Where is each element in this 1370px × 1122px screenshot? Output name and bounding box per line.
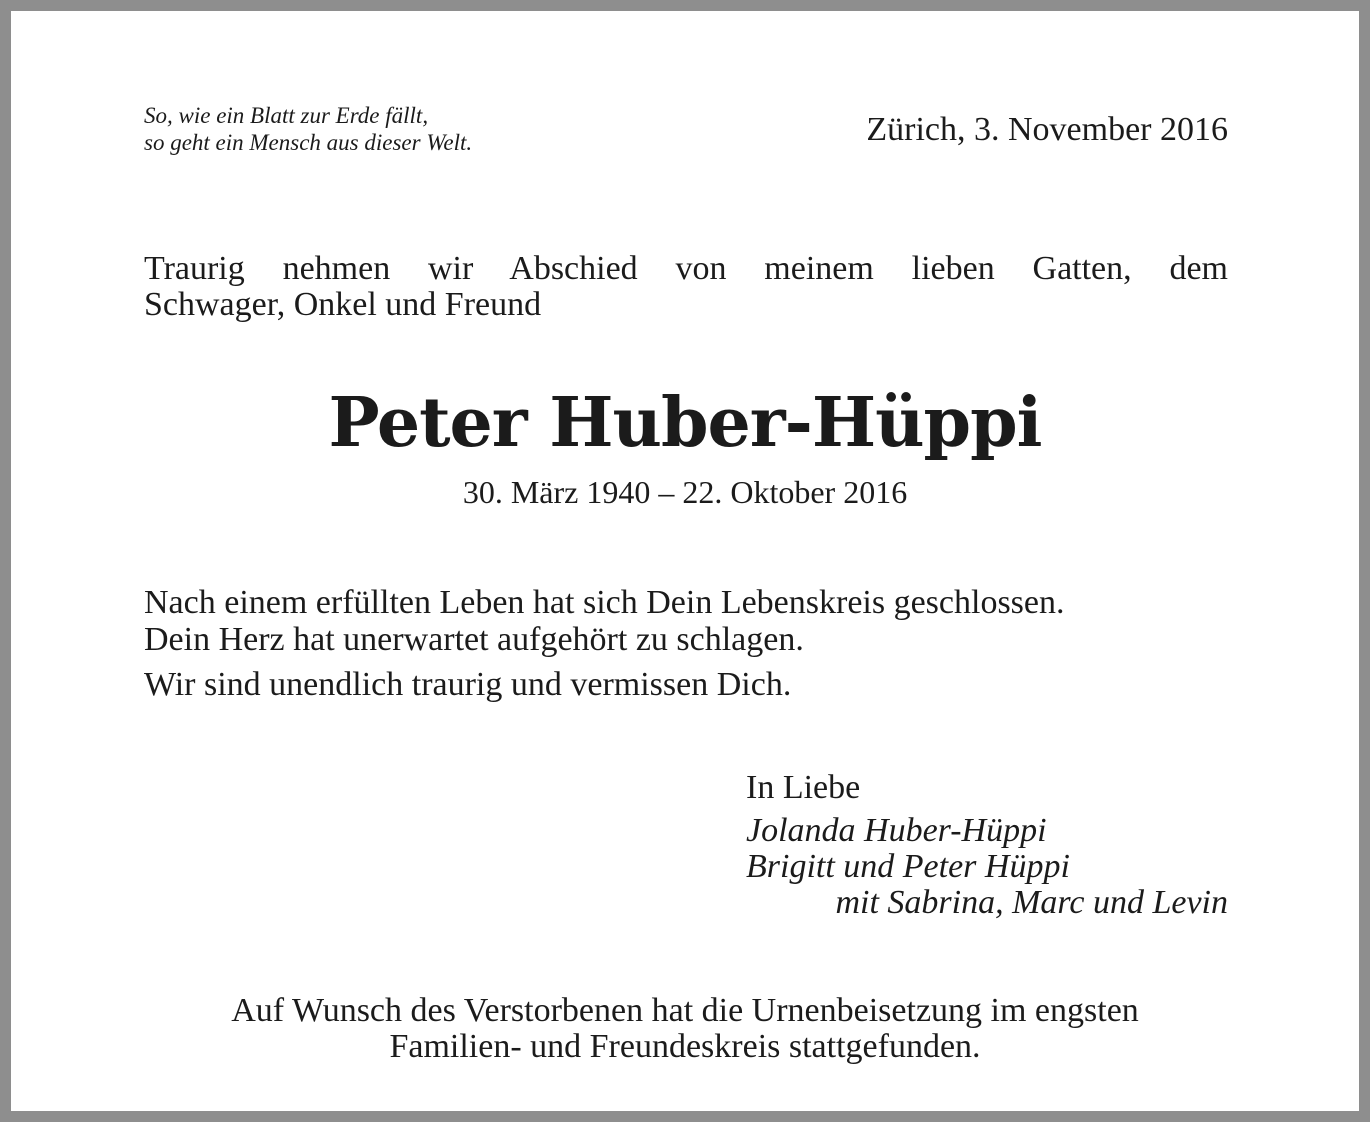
message-line: Dein Herz hat unerwartet aufgehört zu schlagen. [144, 621, 804, 658]
message-line: Wir sind unendlich traurig und vermissen Dich. [144, 666, 792, 703]
signatory-name: Jolanda Huber-Hüppi [746, 812, 1047, 849]
motto-line: so geht ein Mensch aus dieser Welt. [144, 130, 473, 155]
closing-note [11, 993, 1359, 1065]
life-dates: 30. März 1940 – 22. Oktober 2016 [462, 474, 908, 510]
message-text [144, 584, 1065, 703]
closing-line: Familien- und Freundeskreis stattgefunden. [389, 1028, 981, 1065]
signature-intro: In Liebe [746, 769, 861, 806]
closing-line: Auf Wunsch des Verstorbenen hat die Urnenbeisetzung im engsten [231, 992, 1139, 1029]
deceased-name: Peter Huber-Hüppi [328, 383, 1042, 463]
signatory-name: mit Sabrina, Marc und Levin [835, 884, 1228, 921]
motto-line: So, wie ein Blatt zur Erde fällt, [144, 103, 429, 128]
message-line: Nach einem erfüllten Leben hat sich Dein Lebenskreis geschlossen. [144, 584, 1065, 621]
intro-text [144, 251, 1228, 323]
intro-line: Traurig nehmen wir Abschied von meinem lieben Gatten, dem [144, 250, 1228, 287]
motto-quote [144, 102, 472, 156]
signatory-name: Brigitt und Peter Hüppi [746, 848, 1070, 885]
place-and-date: Zürich, 3. November 2016 [866, 111, 1228, 148]
signatories [746, 813, 1228, 921]
intro-line: Schwager, Onkel und Freund [144, 286, 542, 323]
